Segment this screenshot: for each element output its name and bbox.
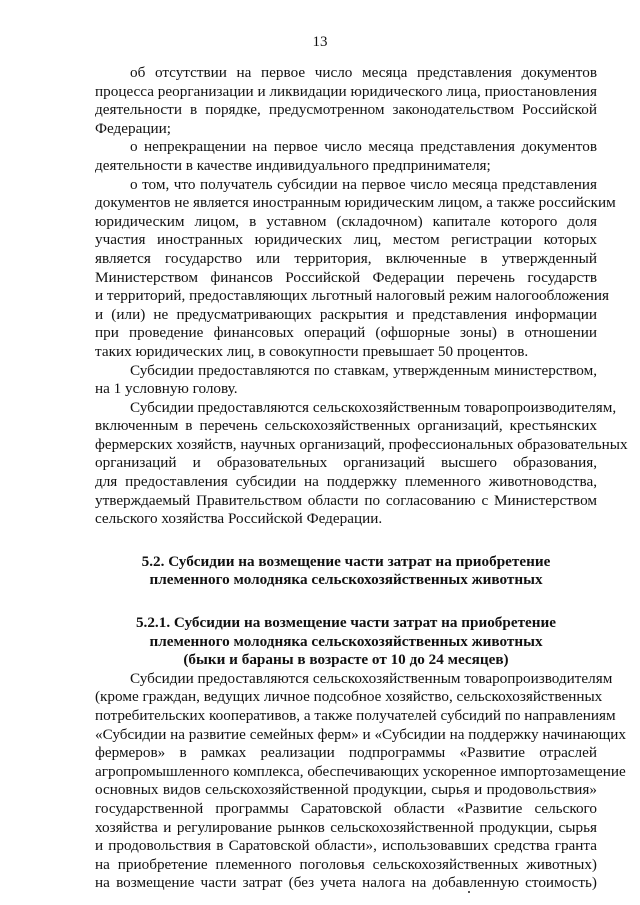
scan-speck: [468, 891, 470, 893]
text-line: основных видов сельскохозяйственной продукции, сырья и продовольствия»: [95, 781, 597, 799]
text-line: об отсутствии на первое число месяца представления документов: [130, 64, 597, 81]
text-line: для предоставления субсидии на поддержку племенного животноводства,: [95, 473, 597, 491]
text-line: потребительских кооперативов, а также получателей субсидий по направлениям: [95, 707, 616, 724]
text-line: фермеров» в рамках реализации подпрограммы «Развитие отраслей: [95, 744, 597, 762]
text-line: Субсидии предоставляются по ставкам, утвержденным министерством,: [130, 361, 597, 379]
text-line: Министерством финансов Российской Федерации перечень государств: [95, 268, 597, 286]
text-line: на 1 условную голову.: [95, 380, 238, 398]
paragraph-no-reorganization: [95, 64, 597, 138]
text-line: таких юридических лиц, в совокупности превышает 50 процентов.: [95, 342, 529, 360]
heading-line: 5.2. Субсидии на возмещение части затрат на приобретение: [141, 552, 551, 570]
page-number: 13: [312, 34, 328, 50]
text-line: на возмещение части затрат (без учета налога на добавленную стоимость): [95, 874, 597, 892]
text-line: утверждаемый Правительством области по согласованию с Министерством: [95, 491, 597, 509]
text-line: государственной программы Саратовской области «Развитие сельского: [95, 799, 597, 817]
text-line: организаций и образовательных организаций высшего образования,: [95, 454, 597, 472]
text-line: деятельности в качестве индивидуального предпринимателя;: [95, 156, 491, 174]
section-heading-5-2: [95, 553, 597, 590]
document-body: [95, 64, 628, 893]
text-line: процесса реорганизации и ликвидации юридического лица, приостановления: [95, 82, 597, 100]
text-line: о том, что получатель субсидии на первое число месяца представления: [130, 175, 597, 193]
heading-line: 5.2.1. Субсидии на возмещение части затрат на приобретение: [135, 614, 557, 632]
heading-line: племенного молодняка сельскохозяйственных животных: [149, 632, 543, 650]
heading-line: (быки и бараны в возрасте от 10 до 24 месяцев): [183, 651, 509, 669]
text-line: Субсидии предоставляются сельскохозяйственным товаропроизводителям: [130, 669, 613, 687]
text-line: хозяйства и регулирование рынков сельскохозяйственной продукции, сырья: [95, 818, 597, 836]
paragraph-rates: [95, 362, 597, 399]
text-line: и территорий, предоставляющих льготный налоговый режим налогообложения: [95, 287, 610, 305]
text-line: агропромышленного комплекса, обеспечивающих ускоренное импортозамещение: [95, 762, 626, 780]
text-line: «Субсидии на развитие семейных ферм» и «Субсидии на поддержку начинающих: [95, 725, 627, 743]
paragraph-subsidy-recipients: [95, 669, 627, 893]
text-line: является государство или территория, включенные в утвержденный: [95, 249, 597, 267]
paragraph-not-foreign-entity: [95, 175, 616, 362]
text-line: фермерских хозяйств, научных организаций, профессиональных образовательных: [95, 435, 628, 453]
text-line: сельского хозяйства Российской Федерации.: [95, 510, 383, 528]
text-line: Субсидии предоставляются сельскохозяйственным товаропроизводителям,: [130, 398, 617, 416]
text-line: юридическим лицом, в уставном (складочном) капитале которого доля: [95, 212, 597, 230]
text-line: при проведение финансовых операций (офшорные зоны) в отношении: [95, 324, 597, 342]
text-line: и (или) не предусматривающих раскрытия и представления информации: [95, 305, 597, 323]
paragraph-no-termination: [95, 138, 597, 175]
text-line: и продовольствия в Саратовской области», использовавших средства гранта: [95, 837, 597, 855]
text-line: Федерации;: [95, 119, 171, 137]
text-line: включенным в перечень сельскохозяйственных организаций, крестьянских: [95, 417, 597, 435]
text-line: документов не является иностранным юридическим лицом, а также российским: [95, 194, 616, 212]
text-line: деятельности в порядке, предусмотренном законодательством Российской: [95, 101, 597, 119]
text-line: на приобретение племенного поголовья сельскохозяйственных животных): [95, 855, 597, 873]
heading-line: племенного молодняка сельскохозяйственных животных: [149, 571, 543, 589]
text-line: (кроме граждан, ведущих личное подсобное хозяйство, сельскохозяйственных: [95, 688, 603, 706]
text-line: участия иностранных юридических лиц, местом регистрации которых: [95, 231, 597, 249]
text-line: о непрекращении на первое число месяца представления документов: [130, 138, 597, 156]
paragraph-recipients: [95, 398, 628, 529]
section-heading-5-2-1: [95, 614, 597, 670]
